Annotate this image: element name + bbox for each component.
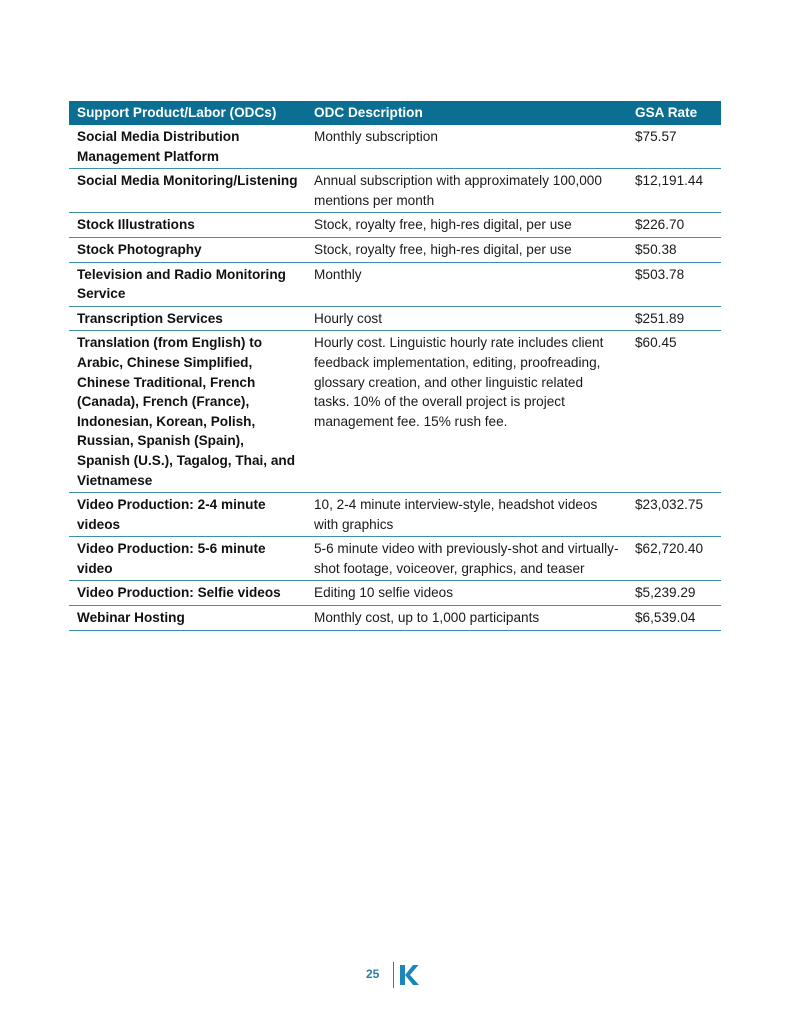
product-name: Social Media Distribution Management Platform bbox=[69, 125, 306, 169]
product-rate: $251.89 bbox=[627, 306, 721, 331]
product-rate: $50.38 bbox=[627, 237, 721, 262]
product-rate: $5,239.29 bbox=[627, 581, 721, 606]
product-name: Video Production: 2-4 minute videos bbox=[69, 493, 306, 537]
k-logo-icon bbox=[399, 964, 419, 986]
product-name: Social Media Monitoring/Listening bbox=[69, 169, 306, 213]
product-description: Monthly subscription bbox=[306, 125, 627, 169]
table-row bbox=[69, 306, 721, 331]
table-row bbox=[69, 213, 721, 238]
table-row bbox=[69, 581, 721, 606]
table-row bbox=[69, 606, 721, 631]
product-description: 5-6 minute video with previously-shot and virtually-shot footage, voiceover, graphics, and teaser bbox=[306, 537, 627, 581]
product-name: Video Production: Selfie videos bbox=[69, 581, 306, 606]
product-rate: $6,539.04 bbox=[627, 606, 721, 631]
table-row bbox=[69, 537, 721, 581]
product-rate: $60.45 bbox=[627, 331, 721, 493]
product-name: Transcription Services bbox=[69, 306, 306, 331]
table-row bbox=[69, 169, 721, 213]
footer-divider bbox=[393, 962, 394, 988]
table-header bbox=[69, 101, 721, 125]
page-footer bbox=[0, 962, 791, 988]
product-rate: $12,191.44 bbox=[627, 169, 721, 213]
page-number: 25 bbox=[366, 967, 380, 981]
product-rate: $62,720.40 bbox=[627, 537, 721, 581]
product-name: Webinar Hosting bbox=[69, 606, 306, 631]
table-header-row bbox=[69, 101, 721, 125]
product-rate: $23,032.75 bbox=[627, 493, 721, 537]
odc-rate-table bbox=[69, 101, 721, 631]
table-row bbox=[69, 493, 721, 537]
table-row bbox=[69, 125, 721, 169]
product-description: Hourly cost bbox=[306, 306, 627, 331]
column-header-description: ODC Description bbox=[306, 101, 627, 125]
product-name: Translation (from English) to Arabic, Chinese Simplified, Chinese Traditional, French (Canada), French (France), Indonesian, Korean, Polish, Russian, Spanish (Spain), Spanish (U.S.), Tagalog, Thai, and Vietnamese bbox=[69, 331, 306, 493]
column-header-product: Support Product/Labor (ODCs) bbox=[69, 101, 306, 125]
product-description: Stock, royalty free, high-res digital, per use bbox=[306, 237, 627, 262]
product-description: 10, 2-4 minute interview-style, headshot videos with graphics bbox=[306, 493, 627, 537]
product-description: Hourly cost. Linguistic hourly rate includes client feedback implementation, editing, proofreading, glossary creation, and other linguistic related tasks. 10% of the overall project is project management fee. 15% rush fee. bbox=[306, 331, 627, 493]
table-row bbox=[69, 262, 721, 306]
product-rate: $226.70 bbox=[627, 213, 721, 238]
column-header-rate: GSA Rate bbox=[627, 101, 721, 125]
product-description: Editing 10 selfie videos bbox=[306, 581, 627, 606]
product-description: Monthly bbox=[306, 262, 627, 306]
product-name: Video Production: 5-6 minute video bbox=[69, 537, 306, 581]
product-name: Stock Photography bbox=[69, 237, 306, 262]
table-body bbox=[69, 125, 721, 630]
product-description: Monthly cost, up to 1,000 participants bbox=[306, 606, 627, 631]
product-description: Stock, royalty free, high-res digital, per use bbox=[306, 213, 627, 238]
odc-rate-table-container bbox=[69, 101, 721, 631]
product-rate: $75.57 bbox=[627, 125, 721, 169]
table-row bbox=[69, 237, 721, 262]
product-rate: $503.78 bbox=[627, 262, 721, 306]
product-name: Stock Illustrations bbox=[69, 213, 306, 238]
table-row bbox=[69, 331, 721, 493]
product-description: Annual subscription with approximately 100,000 mentions per month bbox=[306, 169, 627, 213]
product-name: Television and Radio Monitoring Service bbox=[69, 262, 306, 306]
